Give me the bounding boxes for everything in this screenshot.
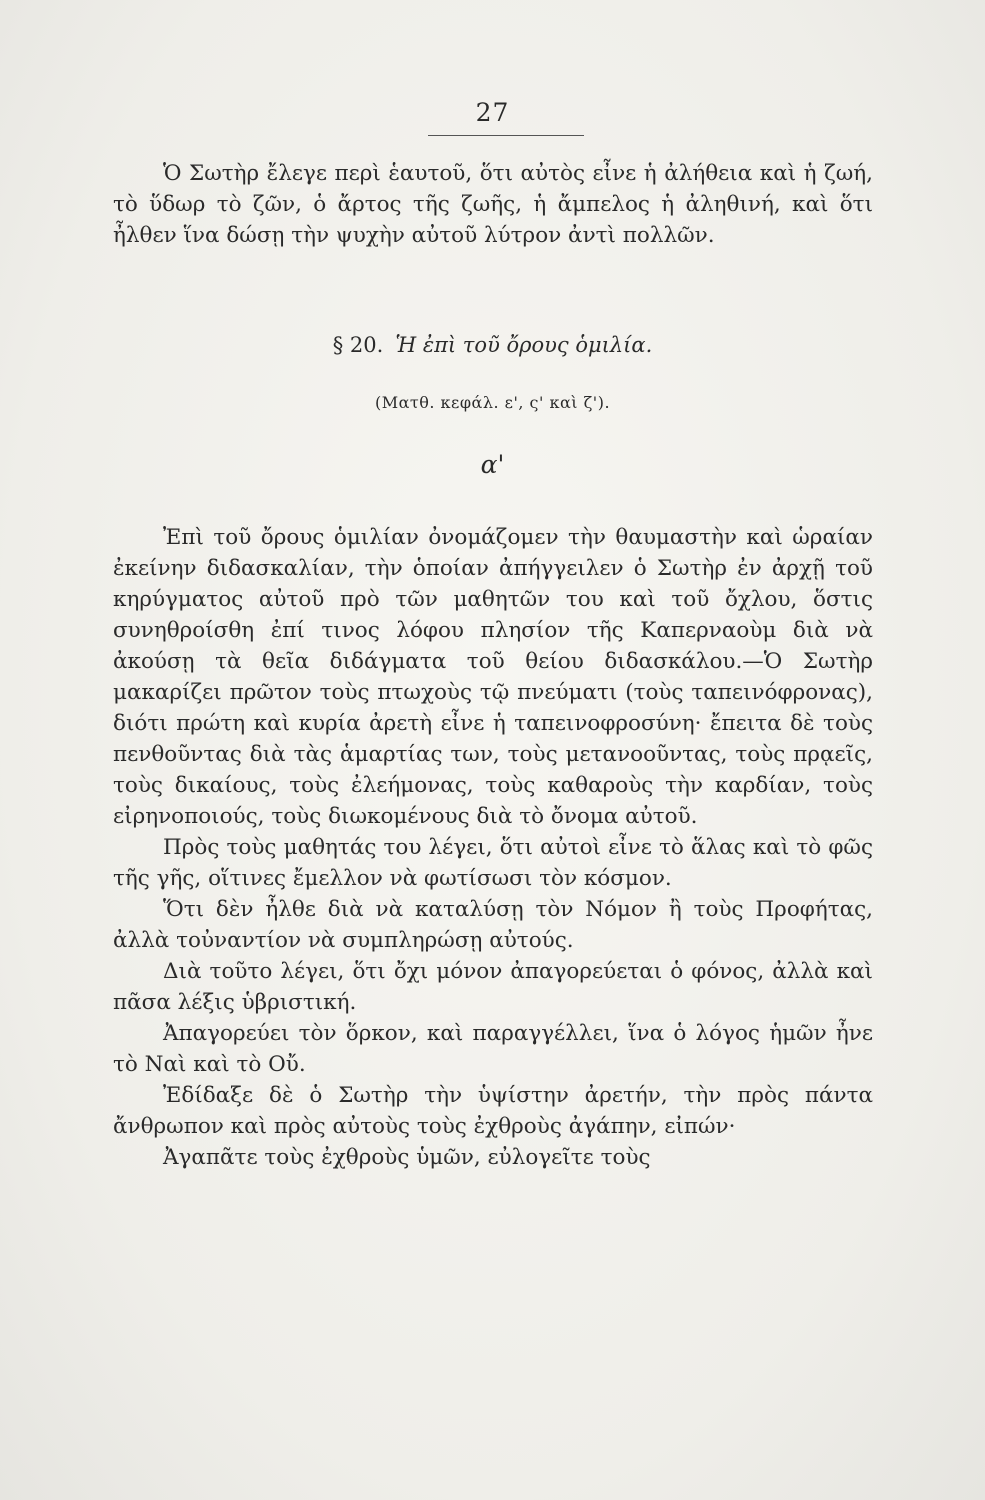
paragraph: Ἐδίδαξε δὲ ὁ Σωτὴρ τὴν ὑψίστην ἀρετήν, τὴν πρὸς πάντα ἄνθρωπον καὶ πρὸς αὐτοὺς τοὺς ἐχθροὺς ἀγάπην, εἰπών·	[113, 1083, 873, 1139]
section-reference: (Ματθ. κεφάλ. ε', ς' καὶ ζ').	[374, 393, 611, 412]
paragraph: Ὅτι δὲν ἦλθε διὰ νὰ καταλύσῃ τὸν Νόμον ἢ τοὺς Προφήτας, ἀλλὰ τοὐναντίον νὰ συμπληρώσῃ αὐτούς.	[113, 897, 873, 953]
intro-paragraph: Ὁ Σωτὴρ ἔλεγε περὶ ἑαυτοῦ, ὅτι αὐτὸς εἶνε ἡ ἀλήθεια καὶ ἡ ζωή, τὸ ὕδωρ τὸ ζῶν, ὁ ἄρτος τῆς ζωῆς, ἡ ἄμπελος ἡ ἀληθινή, καὶ ὅτι ἦλθεν ἵνα δώσῃ τὴν ψυχὴν αὐτοῦ λύτρον ἀντὶ πολλῶν.	[113, 161, 873, 248]
body-text	[113, 522, 873, 1173]
section-heading	[0, 333, 985, 357]
page-number: 27	[475, 98, 510, 127]
paragraph: Ἐπὶ τοῦ ὄρους ὁμιλίαν ὀνομάζομεν τὴν θαυμαστὴν καὶ ὡραίαν ἐκείνην διδασκαλίαν, τὴν ὁποίαν ἀπήγγειλεν ὁ Σωτὴρ ἐν ἀρχῇ τοῦ κηρύγματος αὐτοῦ πρὸ τῶν μαθητῶν του καὶ τοῦ ὄχλου, ὅστις συνηθροίσθη ἐπί τινος λόφου πλησίον τῆς Καπερναοὺμ διὰ νὰ ἀκούσῃ τὰ θεῖα διδάγματα τοῦ θείου διδασκάλου.—Ὁ Σωτὴρ μακαρίζει πρῶτον τοὺς πτωχοὺς τῷ πνεύματι (τοὺς ταπεινόφρονας), διότι πρώτη καὶ κυρία ἀρετὴ εἶνε ἡ ταπεινοφροσύνη· ἔπειτα δὲ τοὺς πενθοῦντας διὰ τὰς ἁμαρτίας των, τοὺς μετανοοῦντας, τοὺς πρᾳεῖς, τοὺς δικαίους, τοὺς ἐλεήμονας, τοὺς καθαροὺς τὴν καρδίαν, τοὺς εἰρηνοποιούς, τοὺς διωκομένους διὰ τὸ ὄνομα αὐτοῦ.	[113, 525, 873, 829]
section-number: § 20.	[332, 333, 384, 357]
paragraph: Διὰ τοῦτο λέγει, ὅτι ὄχι μόνον ἀπαγορεύεται ὁ φόνος, ἀλλὰ καὶ πᾶσα λέξις ὑβριστική.	[113, 959, 873, 1015]
paragraph: Ἀπαγορεύει τὸν ὅρκον, καὶ παραγγέλλει, ἵνα ὁ λόγος ἡμῶν ἦνε τὸ Ναὶ καὶ τὸ Οὔ.	[113, 1021, 873, 1077]
section-title: Ἡ ἐπὶ τοῦ ὄρους ὁμιλία.	[395, 333, 653, 357]
paragraph: Ἀγαπᾶτε τοὺς ἐχθροὺς ὑμῶν, εὐλογεῖτε τοὺς	[163, 1145, 651, 1170]
subsection-marker: α'	[480, 450, 505, 479]
paragraph: Πρὸς τοὺς μαθητάς του λέγει, ὅτι αὐτοὶ εἶνε τὸ ἅλας καὶ τὸ φῶς τῆς γῆς, οἵτινες ἔμελλον νὰ φωτίσωσι τὸν κόσμον.	[113, 835, 873, 891]
intro-paragraph-block	[113, 158, 873, 251]
header-rule	[428, 135, 584, 136]
